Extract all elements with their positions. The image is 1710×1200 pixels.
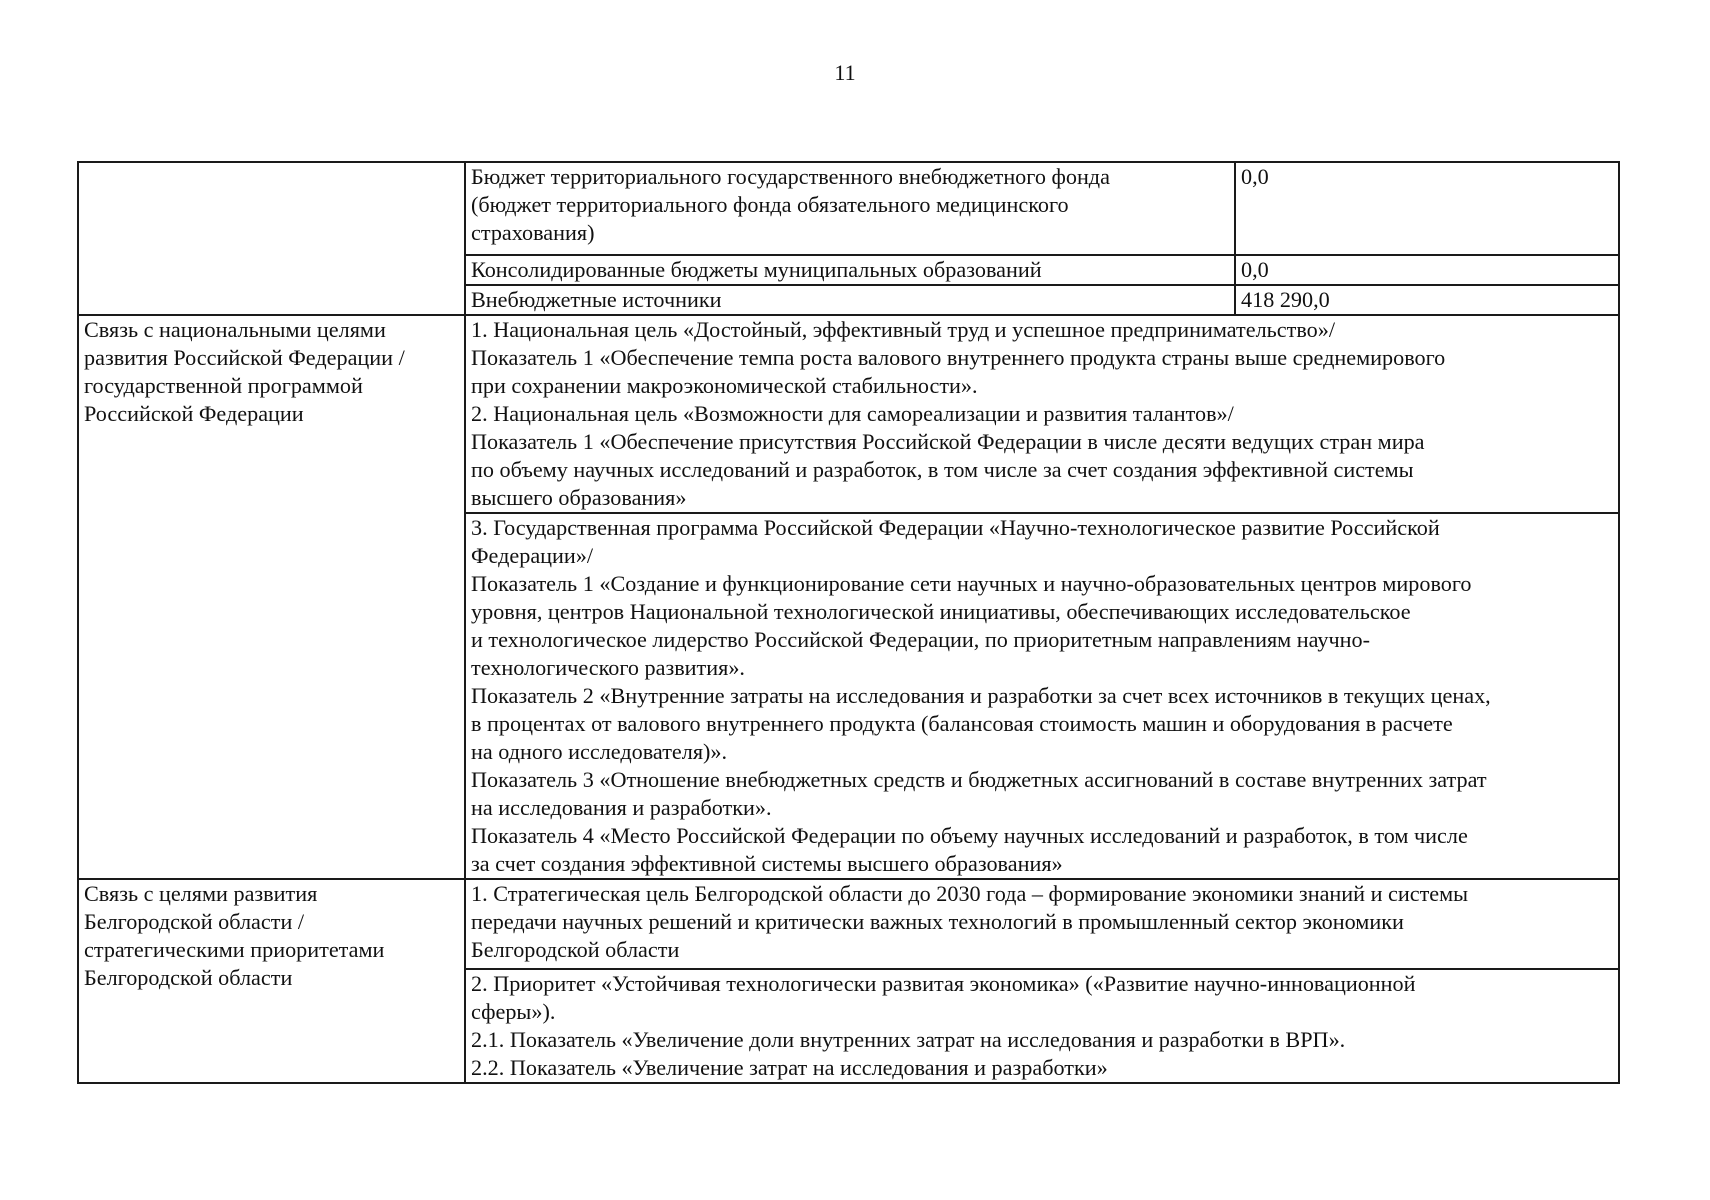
- national-goals-label: Связь с национальными целями развития Российской Федерации / государственной программой Российской Федерации: [78, 315, 465, 879]
- empty-label-cell: [78, 162, 465, 315]
- budget-source-value: 418 290,0: [1235, 285, 1619, 315]
- national-goals-block-1: 1. Национальная цель «Достойный, эффективный труд и успешное предпринимательство»/ Показатель 1 «Обеспечение темпа роста валового внутреннего продукта страны выше среднемирового при сохранении макроэкономической стабильности». 2. Национальная цель «Возможности для самореализации и развития талантов»/ Показатель 1 «Обеспечение присутствия Российской Федерации в числе десяти ведущих стран мира по объему научных исследований и разработок, в том числе за счет создания эффективной системы высшего образования»: [465, 315, 1619, 513]
- table-row: [78, 162, 1619, 255]
- regional-goals-label: Связь с целями развития Белгородской области / стратегическими приоритетами Белгородской области: [78, 879, 465, 1083]
- table-row: [78, 879, 1619, 969]
- budget-source-label: Внебюджетные источники: [465, 285, 1235, 315]
- budget-source-value: 0,0: [1235, 162, 1619, 255]
- page-number: 11: [834, 60, 856, 85]
- passport-table: [77, 161, 1620, 1084]
- regional-goals-block-2: 2. Приоритет «Устойчивая технологически развитая экономика» («Развитие научно-инновационной сферы»). 2.1. Показатель «Увеличение доли внутренних затрат на исследования и разработки в ВРП». 2.2. Показатель «Увеличение затрат на исследования и разработки»: [465, 969, 1619, 1083]
- budget-source-value: 0,0: [1235, 255, 1619, 285]
- regional-goals-block-1: 1. Стратегическая цель Белгородской области до 2030 года – формирование экономики знаний и системы передачи научных решений и критически важных технологий в промышленный сектор экономики Белгородской области: [465, 879, 1619, 969]
- table-row: [78, 315, 1619, 513]
- budget-source-label: Бюджет территориального государственного внебюджетного фонда (бюджет территориального фонда обязательного медицинского страхования): [465, 162, 1235, 255]
- budget-source-label: Консолидированные бюджеты муниципальных образований: [465, 255, 1235, 285]
- national-goals-block-2: 3. Государственная программа Российской Федерации «Научно-технологическое развитие Российской Федерации»/ Показатель 1 «Создание и функционирование сети научных и научно-образовательных центров мирового уровня, центров Национальной технологической инициативы, обеспечивающих исследовательское и технологическое лидерство Российской Федерации, по приоритетным направлениям научно- технологического развития». Показатель 2 «Внутренние затраты на исследования и разработки за счет всех источников в текущих ценах, в процентах от валового внутреннего продукта (балансовая стоимость машин и оборудования в расчете на одного исследователя)». Показатель 3 «Отношение внебюджетных средств и бюджетных ассигнований в составе внутренних затрат на исследования и разработки». Показатель 4 «Место Российской Федерации по объему научных исследований и разработок, в том числе за счет создания эффективной системы высшего образования»: [465, 513, 1619, 879]
